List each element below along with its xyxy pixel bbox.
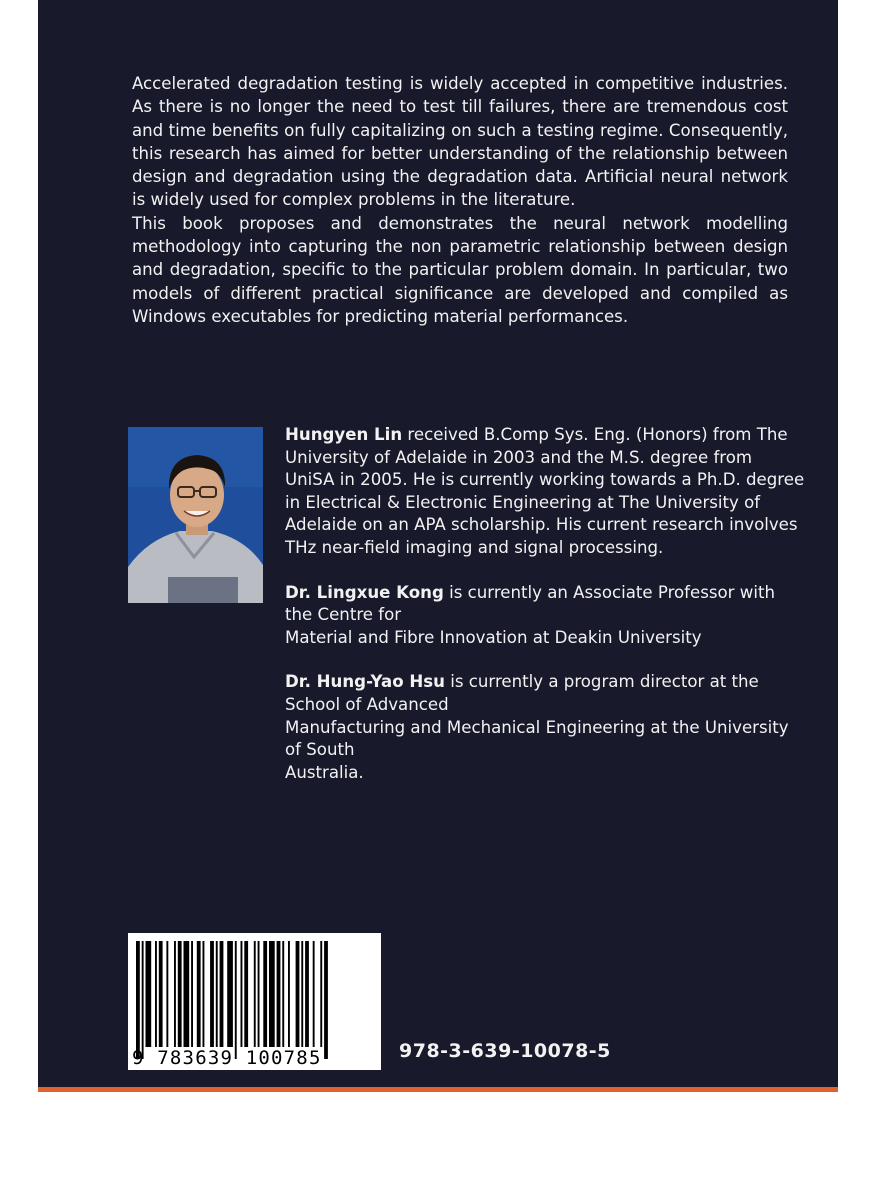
book-blurb <box>132 72 788 328</box>
author-bios <box>285 424 805 806</box>
barcode-bar <box>277 941 281 1047</box>
barcode-bar <box>269 941 275 1047</box>
barcode-bar <box>155 941 157 1047</box>
bottom-stripe <box>38 1087 838 1092</box>
author-bio-text-1: received B.Comp Sys. Eng. (Honors) from The University of Adelaide in 2003 and the M.S. degree from UniSA in 2005. He is currently working towards a Ph.D. degree in Electrical & Electronic Engineering at The University of Adelaide on an APA scholarship. His current research involves THz near-field imaging and signal processing. <box>285 425 805 557</box>
barcode-bar <box>197 941 201 1047</box>
barcode-bar <box>296 941 300 1047</box>
barcode-bar <box>301 941 303 1047</box>
barcode-bar <box>216 941 218 1047</box>
barcode-bar <box>313 941 315 1047</box>
barcode-bar <box>241 941 243 1047</box>
author-name-3: Dr. Hung-Yao Hsu <box>285 672 445 692</box>
barcode-bar <box>178 941 182 1047</box>
barcode-bar <box>305 941 309 1047</box>
barcode-bar <box>203 941 205 1047</box>
barcode-bar <box>146 941 152 1047</box>
barcode-bar <box>282 941 284 1047</box>
barcode <box>128 933 381 1070</box>
author-name-1: Hungyen Lin <box>285 425 403 444</box>
author-photo <box>128 427 263 603</box>
barcode-bar <box>324 941 328 1059</box>
barcode-bar <box>166 941 168 1047</box>
barcode-bar <box>220 941 224 1047</box>
blurb-paragraph-2: This book proposes and demonstrates the neural network modelling methodology into capturing the non parametric relationship between design and degradation, specific to the particular problem domain. In particular, two models of different practical significance are developed and compiled as Windows executables for predicting material performances. <box>132 213 788 326</box>
author-bio-3 <box>285 671 805 784</box>
barcode-bar <box>254 941 256 1047</box>
barcode-bar <box>184 941 190 1047</box>
barcode-bar <box>142 941 144 1059</box>
barcode-bar <box>191 941 193 1047</box>
author-bio-2 <box>285 582 805 650</box>
author-portrait-illustration <box>128 427 263 603</box>
barcode-bar <box>258 941 260 1047</box>
barcode-bar <box>227 941 233 1047</box>
barcode-bar <box>320 941 322 1047</box>
blurb-paragraph-1: Accelerated degradation testing is widely accepted in competitive industries. As there is no longer the need to test till failures, there are tremendous cost and time benefits on fully capitalizing on such a testing regime. Consequently, this research has aimed for better understanding of the relationship between design and degradation using the degradation data. Artificial neural network is widely used for complex problems in the literature. <box>132 74 788 210</box>
isbn-number: 978-3-639-10078-5 <box>399 1040 611 1062</box>
barcode-bar <box>159 941 163 1047</box>
barcode-bar <box>263 941 267 1047</box>
author-bio-text-2: is currently an Associate Professor with the Centre for Material and Fibre Innovation at Deakin University <box>285 582 775 647</box>
author-name-2: Dr. Lingxue Kong <box>285 582 444 602</box>
barcode-bar <box>288 941 290 1047</box>
barcode-digits: 9 783639 100785 <box>132 1047 322 1069</box>
barcode-bar <box>210 941 214 1047</box>
barcode-bar <box>244 941 248 1047</box>
barcode-bar <box>174 941 176 1047</box>
author-bio-text-3: is currently a program director at the School of Advanced Manufacturing and Mechanical Engineering at the University of South Australia. <box>285 672 789 782</box>
author-bio-1 <box>285 424 805 560</box>
barcode-bar <box>136 941 140 1059</box>
barcode-bar <box>235 941 237 1059</box>
